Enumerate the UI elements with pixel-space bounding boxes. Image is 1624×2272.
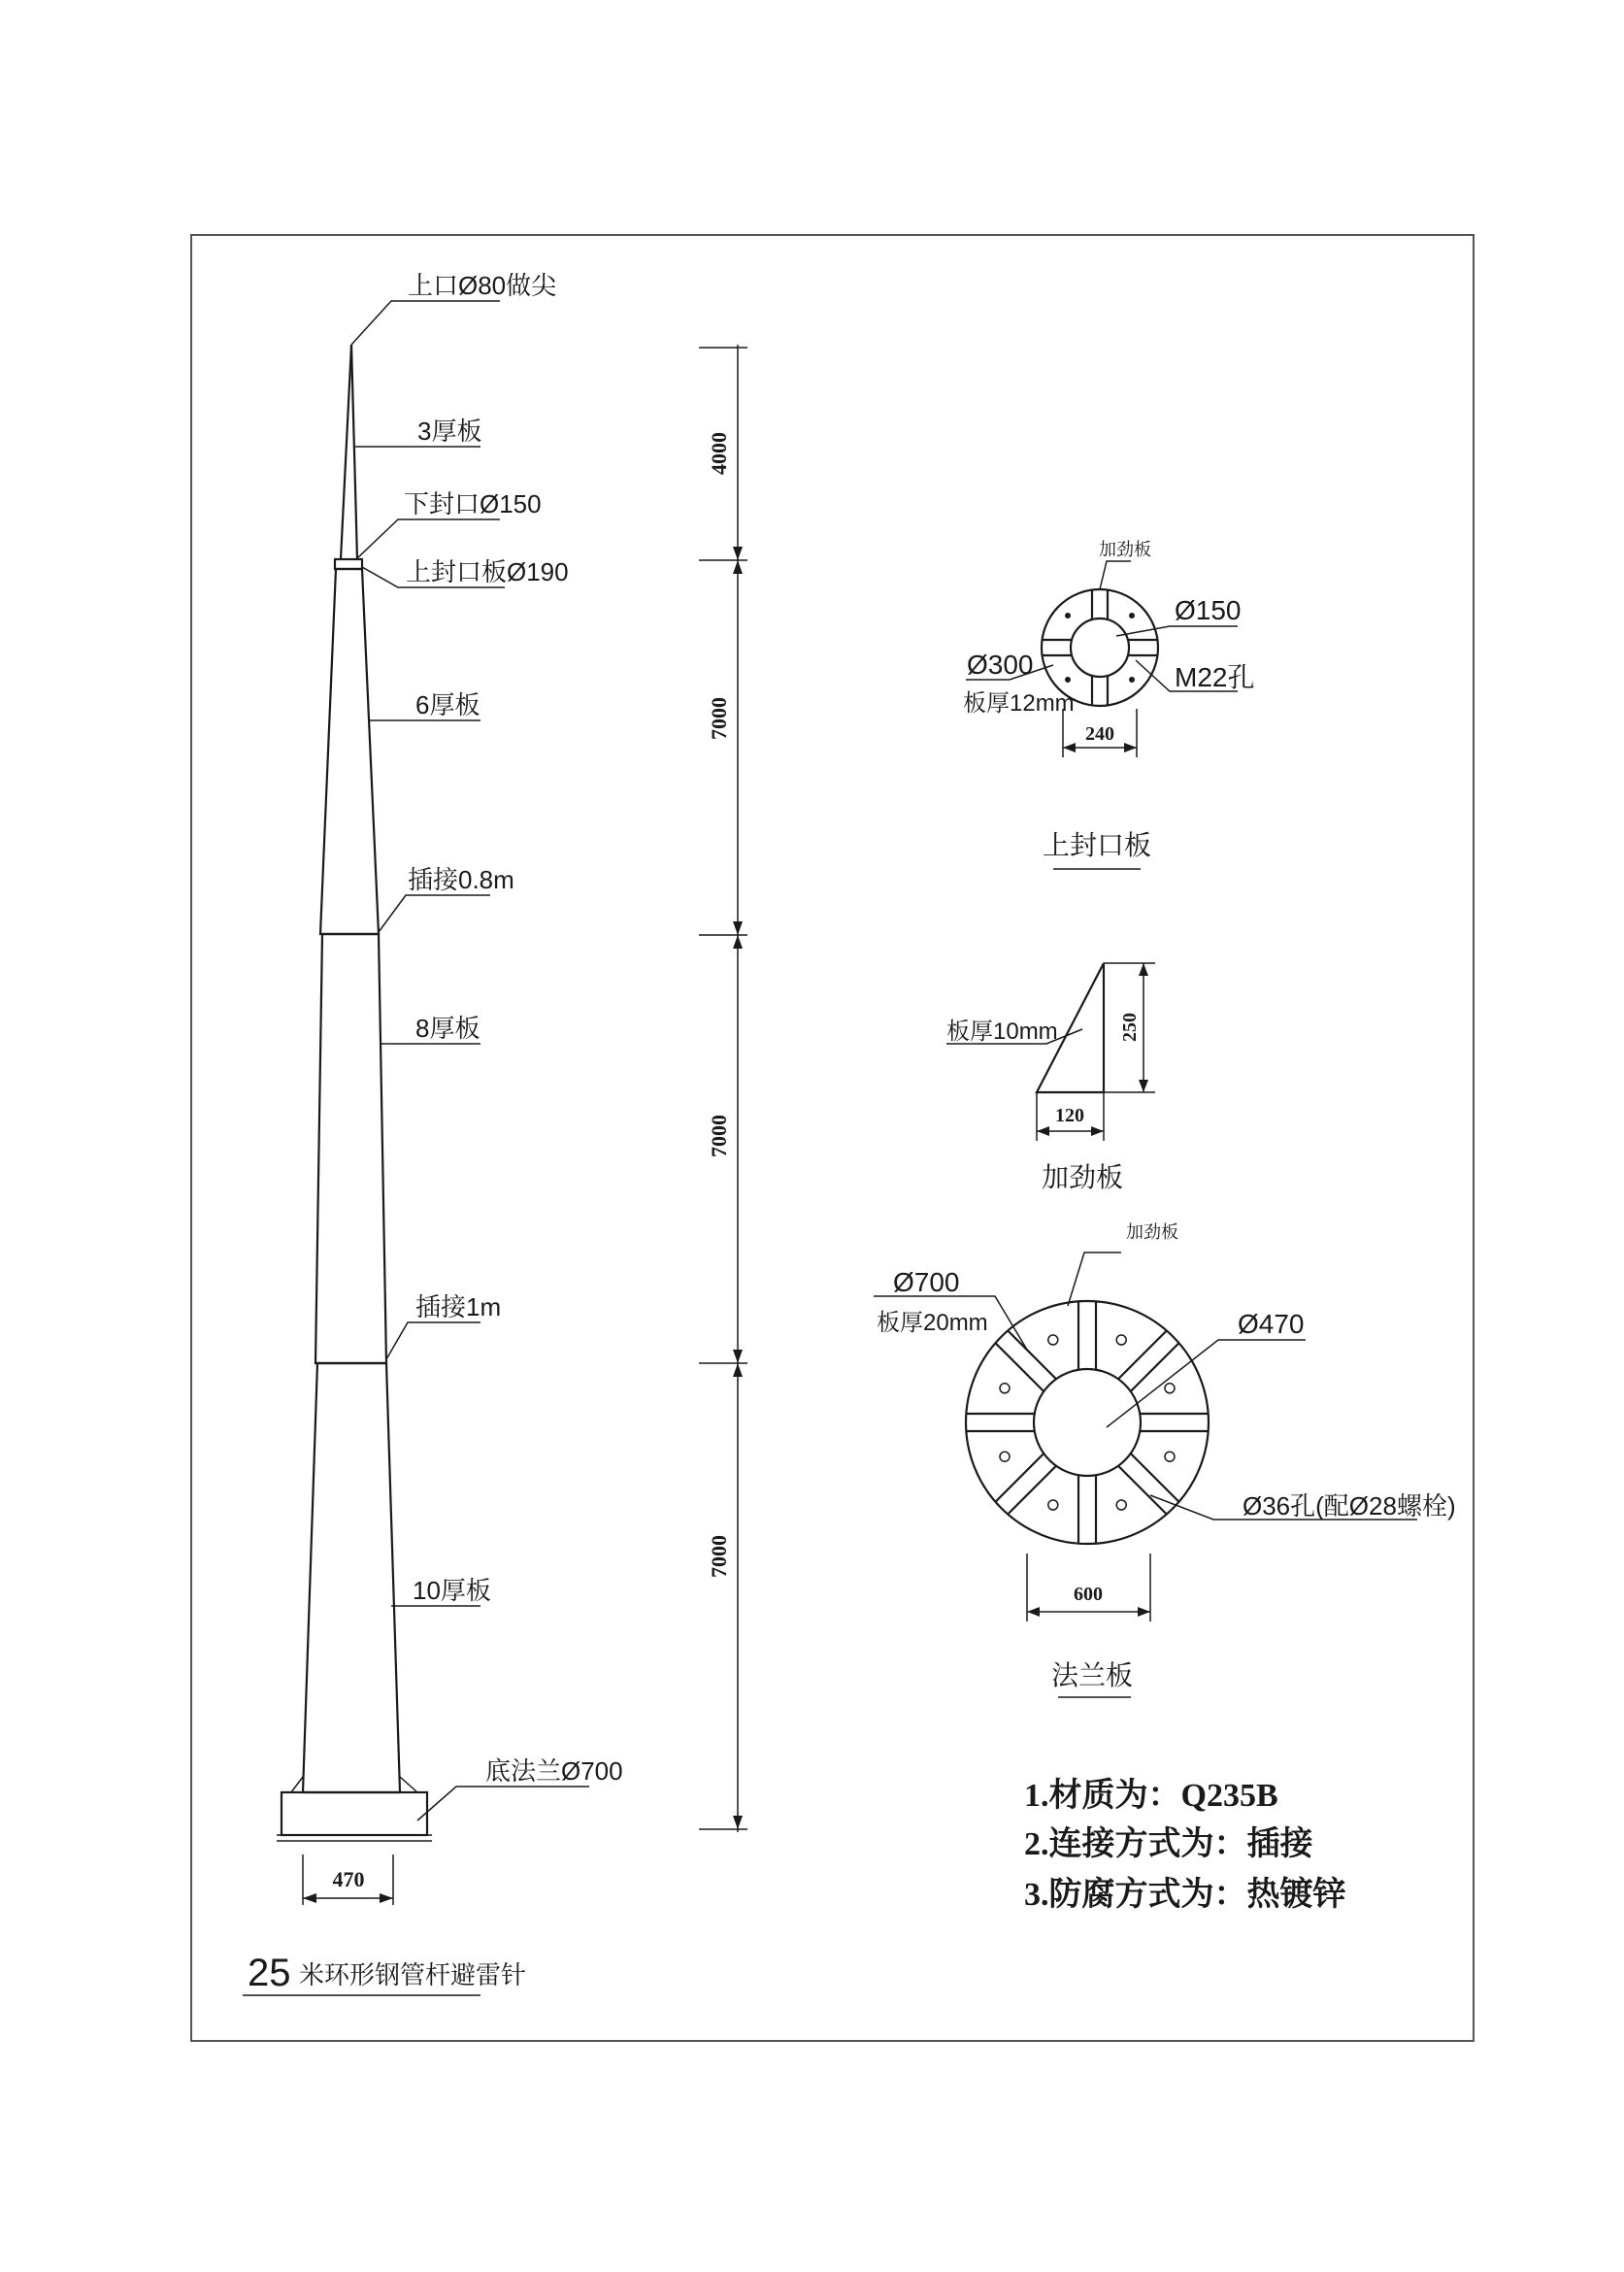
note-connection: 2.连接方式为：插接: [1024, 1826, 1313, 1862]
label-upper-seal: 上封口板Ø190: [406, 557, 569, 586]
dim-arrow-3a: [733, 1350, 743, 1363]
leader-flange-stiffener: [1068, 1253, 1121, 1306]
flange-bolt-hole: [1165, 1452, 1175, 1461]
stiffener-plate-detail: [946, 963, 1155, 1192]
top-seal-plate-detail: [963, 540, 1254, 869]
flange-holes: [1000, 1335, 1175, 1510]
leader-top-inner: [1116, 626, 1238, 636]
top-bolt-hole: [1065, 677, 1071, 683]
label-plate-8: 8厚板: [415, 1014, 481, 1043]
segment-dimension-chain: [699, 345, 747, 1832]
notes-block: [1024, 1777, 1346, 1913]
dim-segment-3: 7000: [707, 1115, 731, 1157]
note-material: 1.材质为：Q235B: [1024, 1778, 1278, 1814]
top-bolt-hole: [1129, 613, 1135, 618]
top-thickness: 板厚12mm: [963, 690, 1075, 717]
base-rib-right: [400, 1777, 417, 1792]
stiffener-width: 120: [1055, 1105, 1084, 1126]
middle-section: [315, 934, 386, 1363]
tower-title-number: 25: [248, 1952, 291, 1994]
stiffener-caption: 加劲板: [1041, 1162, 1124, 1192]
base-plate: [282, 1792, 427, 1835]
top-plate-inner: [1071, 618, 1129, 677]
stiffener-arrow-top: [1139, 963, 1148, 976]
arrow-right: [380, 1893, 393, 1903]
leader-insert-08: [379, 895, 490, 932]
top-stiffener-label: 加劲板: [1099, 540, 1151, 559]
top-bolt-label: M22孔: [1175, 662, 1255, 692]
stiffener-arrow-bottom: [1139, 1080, 1148, 1092]
dim-arrow-1b: [733, 560, 743, 574]
dim-arrow-3b: [733, 1363, 743, 1377]
dim-arrow-2a: [733, 921, 743, 935]
top-inner-dia: Ø150: [1175, 595, 1242, 625]
flange-bolt-hole: [1048, 1500, 1058, 1510]
top-bolt-hole: [1129, 677, 1135, 683]
upper-section: [320, 569, 379, 934]
stiffener-arrow-right: [1091, 1126, 1104, 1136]
flange-bolt-label: Ø36孔(配Ø28螺栓): [1243, 1491, 1456, 1520]
flange-caption: 法兰板: [1050, 1660, 1134, 1690]
top-bolt-hole: [1065, 613, 1071, 618]
leader-base-flange: [417, 1787, 589, 1821]
flange-bolt-hole: [1116, 1335, 1126, 1345]
flange-bolt-hole: [1116, 1500, 1126, 1510]
top-width: 240: [1085, 723, 1114, 745]
flange-bolt-hole: [1048, 1335, 1058, 1345]
arrow-left: [303, 1893, 316, 1903]
tower-elevation: [243, 271, 623, 1995]
top-outer-dia: Ø300: [967, 650, 1034, 680]
tower-title-text: 米环形钢管杆避雷针: [299, 1960, 527, 1989]
label-insert-08: 插接0.8m: [408, 865, 514, 894]
stiffener-thickness: 板厚10mm: [946, 1019, 1058, 1045]
leader-insert-1: [386, 1322, 481, 1359]
leader-top-stiffener: [1100, 561, 1131, 589]
flange-bolt-hole: [1000, 1384, 1010, 1393]
leader-top-tip: [351, 301, 500, 345]
label-plate-3: 3厚板: [417, 417, 482, 446]
dim-arrow-4a: [733, 1816, 743, 1829]
top-plate-outer: [1042, 589, 1158, 706]
dim-segment-4: 7000: [707, 1535, 731, 1578]
flange-inner: [1034, 1369, 1141, 1476]
top-dim-arrow-right: [1124, 743, 1137, 752]
top-cap: [335, 559, 362, 569]
label-plate-6: 6厚板: [415, 690, 481, 719]
flange-stiffener-label: 加劲板: [1126, 1222, 1178, 1242]
flange-inner-dia: Ø470: [1238, 1309, 1305, 1339]
flange-dim-arrow-left: [1027, 1607, 1040, 1617]
note-corrosion: 3.防腐方式为：热镀锌: [1024, 1877, 1346, 1913]
flange-ribs: [966, 1301, 1209, 1544]
flange-outer-dia: Ø700: [893, 1267, 960, 1297]
stiffener-height: 250: [1119, 1013, 1141, 1042]
dim-base-width: 470: [332, 1867, 365, 1891]
spike-left-edge: [341, 345, 351, 559]
lower-section: [303, 1363, 400, 1792]
flange-bolt-hole: [1165, 1384, 1175, 1393]
stiffener-arrow-left: [1037, 1126, 1049, 1136]
top-plate-caption: 上封口板: [1042, 830, 1152, 860]
base-rib-left: [291, 1777, 303, 1792]
dim-arrow-2b: [733, 935, 743, 949]
leader-lower-seal: [357, 519, 500, 558]
dim-segment-2: 7000: [707, 697, 731, 740]
flange-plate-detail: [874, 1222, 1456, 1697]
flange-dim-arrow-right: [1138, 1607, 1150, 1617]
label-insert-1: 插接1m: [415, 1292, 502, 1321]
dim-arrow-1a: [733, 547, 743, 560]
flange-thickness: 板厚20mm: [877, 1310, 988, 1336]
spike-right-edge: [351, 345, 357, 559]
flange-outer: [966, 1301, 1209, 1544]
label-plate-10: 10厚板: [413, 1576, 491, 1605]
label-base-flange: 底法兰Ø700: [485, 1756, 623, 1786]
drawing-frame: [191, 235, 1474, 2041]
label-top-tip: 上口Ø80做尖: [408, 271, 557, 300]
dim-segment-1: 4000: [707, 432, 731, 475]
flange-width: 600: [1074, 1584, 1103, 1605]
label-lower-seal: 下封口Ø150: [404, 489, 542, 518]
flange-bolt-hole: [1000, 1452, 1010, 1461]
top-dim-arrow-left: [1063, 743, 1076, 752]
